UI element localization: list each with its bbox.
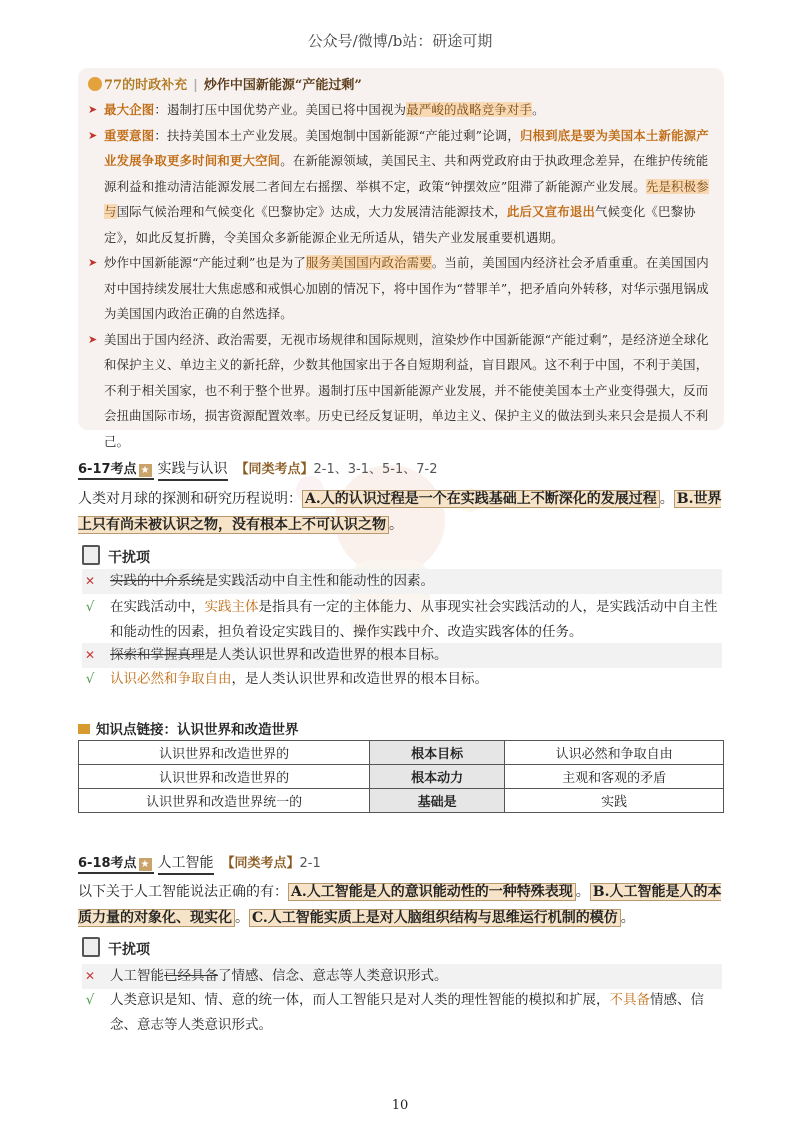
note-tag: 的时政补充	[122, 78, 188, 93]
wrong-statement: ✕ 实践的中介系统是实践活动中自主性和能动性的因素。	[82, 569, 722, 594]
star-icon: ★	[140, 465, 150, 476]
arrow-icon: ➤	[88, 332, 98, 346]
section-code: 6-18考点 ★	[78, 852, 154, 874]
policy-supplement-box	[78, 68, 724, 449]
table-row: 认识世界和改造世界的 根本目标 认识必然和争取自由	[79, 741, 724, 765]
arrow-icon: ➤	[88, 256, 98, 269]
knowledge-table	[78, 740, 724, 813]
answer-a: A.人工智能是人的意识能动性的一种特殊表现	[288, 883, 576, 901]
book-icon	[78, 724, 90, 734]
related-points: 【同类考点】2-1	[221, 856, 321, 871]
table-row: 认识世界和改造世界统一的 基础是 实践	[79, 789, 724, 813]
correct-statement: √ 认识必然和争取自由，是人类认识世界和改造世界的根本目标。	[82, 667, 722, 692]
cross-icon: ✕	[84, 969, 96, 983]
table-row: 认识世界和改造世界的 根本动力 主观和客观的矛盾	[79, 765, 724, 789]
note-heading: 炒作中国新能源“产能过剩”	[203, 78, 362, 93]
section-name: 实践与认识	[158, 458, 228, 481]
wrong-statement: ✕ 探索和掌握真理是人类认识世界和改造世界的根本目标。	[82, 643, 722, 668]
note-bullet: ➤ 最大企图：遏制打压中国优势产业。美国已将中国视为最严峻的战略竞争对手。	[88, 97, 710, 123]
page-number: 10	[391, 1098, 409, 1113]
arrow-icon: ➤	[88, 128, 98, 142]
note-bullet: ➤ 炒作中国新能源“产能过剩”也是为了服务美国国内政治需要。当前，美国国内经济社会矛盾重重。在美国国内对中国持续发展壮大焦虑感和戒惧心加剧的情况下，将中国作为“替罪羊”，把矛盾向外转移，对华示强甩锅成为美国国内政治正确的自然选择。	[88, 250, 710, 327]
cross-icon: ✕	[84, 574, 96, 588]
arrow-icon: ➤	[88, 103, 98, 116]
notebook-icon	[82, 545, 100, 565]
section-code: 6-17考点 ★	[78, 458, 154, 480]
correct-statement: √ 在实践活动中，实践主体是指具有一定的主体能力、从事现实社会实践活动的人，是实践活动中自主性和能动性的因素，担负着设定实践目的、操作实践中介、改造实践客体的任务。	[82, 595, 722, 645]
section-name: 人工智能	[158, 852, 214, 875]
related-points: 【同类考点】2-1、3-1、5-1、7-2	[235, 462, 438, 477]
page-header: 公众号/微博/b站：研途可期	[307, 32, 493, 50]
note-title: 77的时政补充 | 炒作中国新能源“产能过剩”	[88, 74, 710, 93]
check-icon: √	[85, 992, 95, 1008]
distractor-heading: 干扰项	[82, 545, 150, 567]
correct-statement: √ 人类意识是知、情、意的统一体，而人工智能只是对人类的理性智能的模拟和扩展，不具备情感、信念、意志等人类意识形式。	[82, 988, 722, 1038]
section-heading-6-18	[78, 852, 321, 875]
answer-b: B.世界上只有尚未被认识之物，没有根本上不可认识之物	[78, 491, 722, 533]
section-heading-6-17	[78, 458, 437, 481]
wrong-statement: ✕ 人工智能已经具备了情感、信念、意志等人类意识形式。	[82, 964, 722, 989]
check-icon: √	[85, 671, 95, 687]
notebook-icon	[82, 937, 100, 957]
cross-icon: ✕	[84, 648, 96, 662]
check-icon: √	[85, 599, 95, 615]
star-icon: ★	[140, 859, 150, 870]
note-bullet: ➤ 重要意图：扶持美国本土产业发展。美国炮制中国新能源“产能过剩”论调，归根到底是要为美国本土新能源产业发展争取更多时间和更大空间。在新能源领域，美国民主、共和两党政府由于执政理念差异，在维护传统能源利益和推动清洁能源发展二者间左右摇摆、举棋不定，政策“钟摆效应”阻滞了新能源产业发展。先是积极参与国际气候治理和气候变化《巴黎协定》达成，大力发展清洁能源技术，此后又宣布退出气候变化《巴黎协定》，如此反复折腾，令美国众多新能源企业无所适从，错失产业发展重要机遇期。	[88, 123, 710, 251]
note-number: 77	[104, 78, 123, 93]
answer-a: A.人的认识过程是一个在实践基础上不断深化的发展过程	[302, 490, 660, 508]
answer-b: B.人工智能是人的本质力量的对象化、现实化	[78, 884, 722, 926]
lightbulb-icon	[88, 77, 102, 91]
answer-c: C.人工智能实质上是对人脑组织结构与思维运行机制的模仿	[249, 909, 621, 927]
knowledge-link-title: 知识点链接：认识世界和改造世界	[78, 718, 299, 738]
note-bullet: ➤ 美国出于国内经济、政治需要，无视市场规律和国际规则，渲染炒作中国新能源“产能过剩”，是经济逆全球化和保护主义、单边主义的新托辞，少数其他国家出于各自短期利益，盲目跟风。这不利于中国，不利于美国，不利于相关国家，也不利于整个世界。遏制打压中国新能源产业发展，并不能使美国本土产业变得强大，反而会扭曲国际市场，损害资源配置效率。历史已经反复证明，单边主义、保护主义的做法到头来只会是损人不利己。	[88, 327, 710, 455]
question-text: 以下关于人工智能说法正确的有： A.人工智能是人的意识能动性的一种特殊表现 。 B.人工智能是人的本质力量的对象化、现实化 。 C.人工智能实质上是对人脑组织结构与思维运行机制的模仿 。	[78, 884, 722, 926]
distractor-heading: 干扰项	[82, 937, 150, 959]
question-text: 人类对月球的探测和研究历程说明： A.人的认识过程是一个在实践基础上不断深化的发展过程 。 B.世界上只有尚未被认识之物，没有根本上不可认识之物 。	[78, 491, 722, 533]
